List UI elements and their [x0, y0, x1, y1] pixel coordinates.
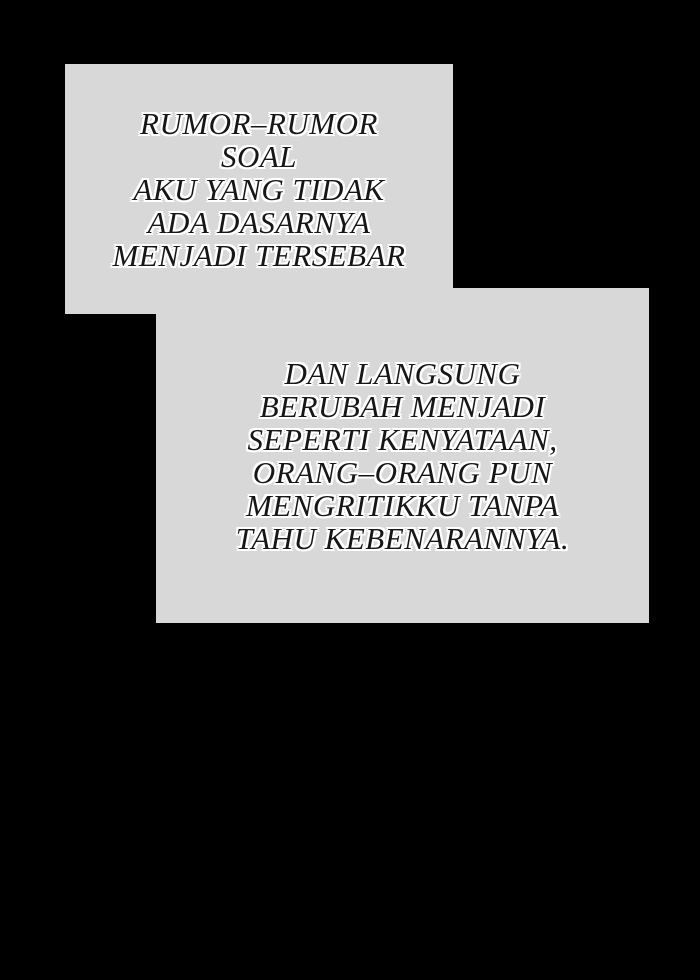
narration-line: AKU YANG TIDAK: [133, 171, 385, 207]
narration-line: ADA DASARNYA: [147, 204, 371, 240]
narration-line: SEPERTI KENYATAAN,: [247, 421, 558, 457]
narration-line: ORANG–ORANG PUN: [252, 454, 553, 490]
narration-line: MENGRITIKKU TANPA: [245, 487, 560, 523]
narration-box-1: [65, 64, 453, 314]
narration-line: BERUBAH MENJADI: [259, 388, 546, 424]
narration-box-2: [156, 288, 649, 623]
narration-line: TAHU KEBENARANNYA.: [235, 520, 570, 556]
narration-line: SOAL: [220, 138, 298, 174]
narration-line: MENJADI TERSEBAR: [112, 237, 406, 273]
narration-line: DAN LANGSUNG: [284, 355, 521, 391]
narration-line: RUMOR–RUMOR: [140, 105, 378, 141]
